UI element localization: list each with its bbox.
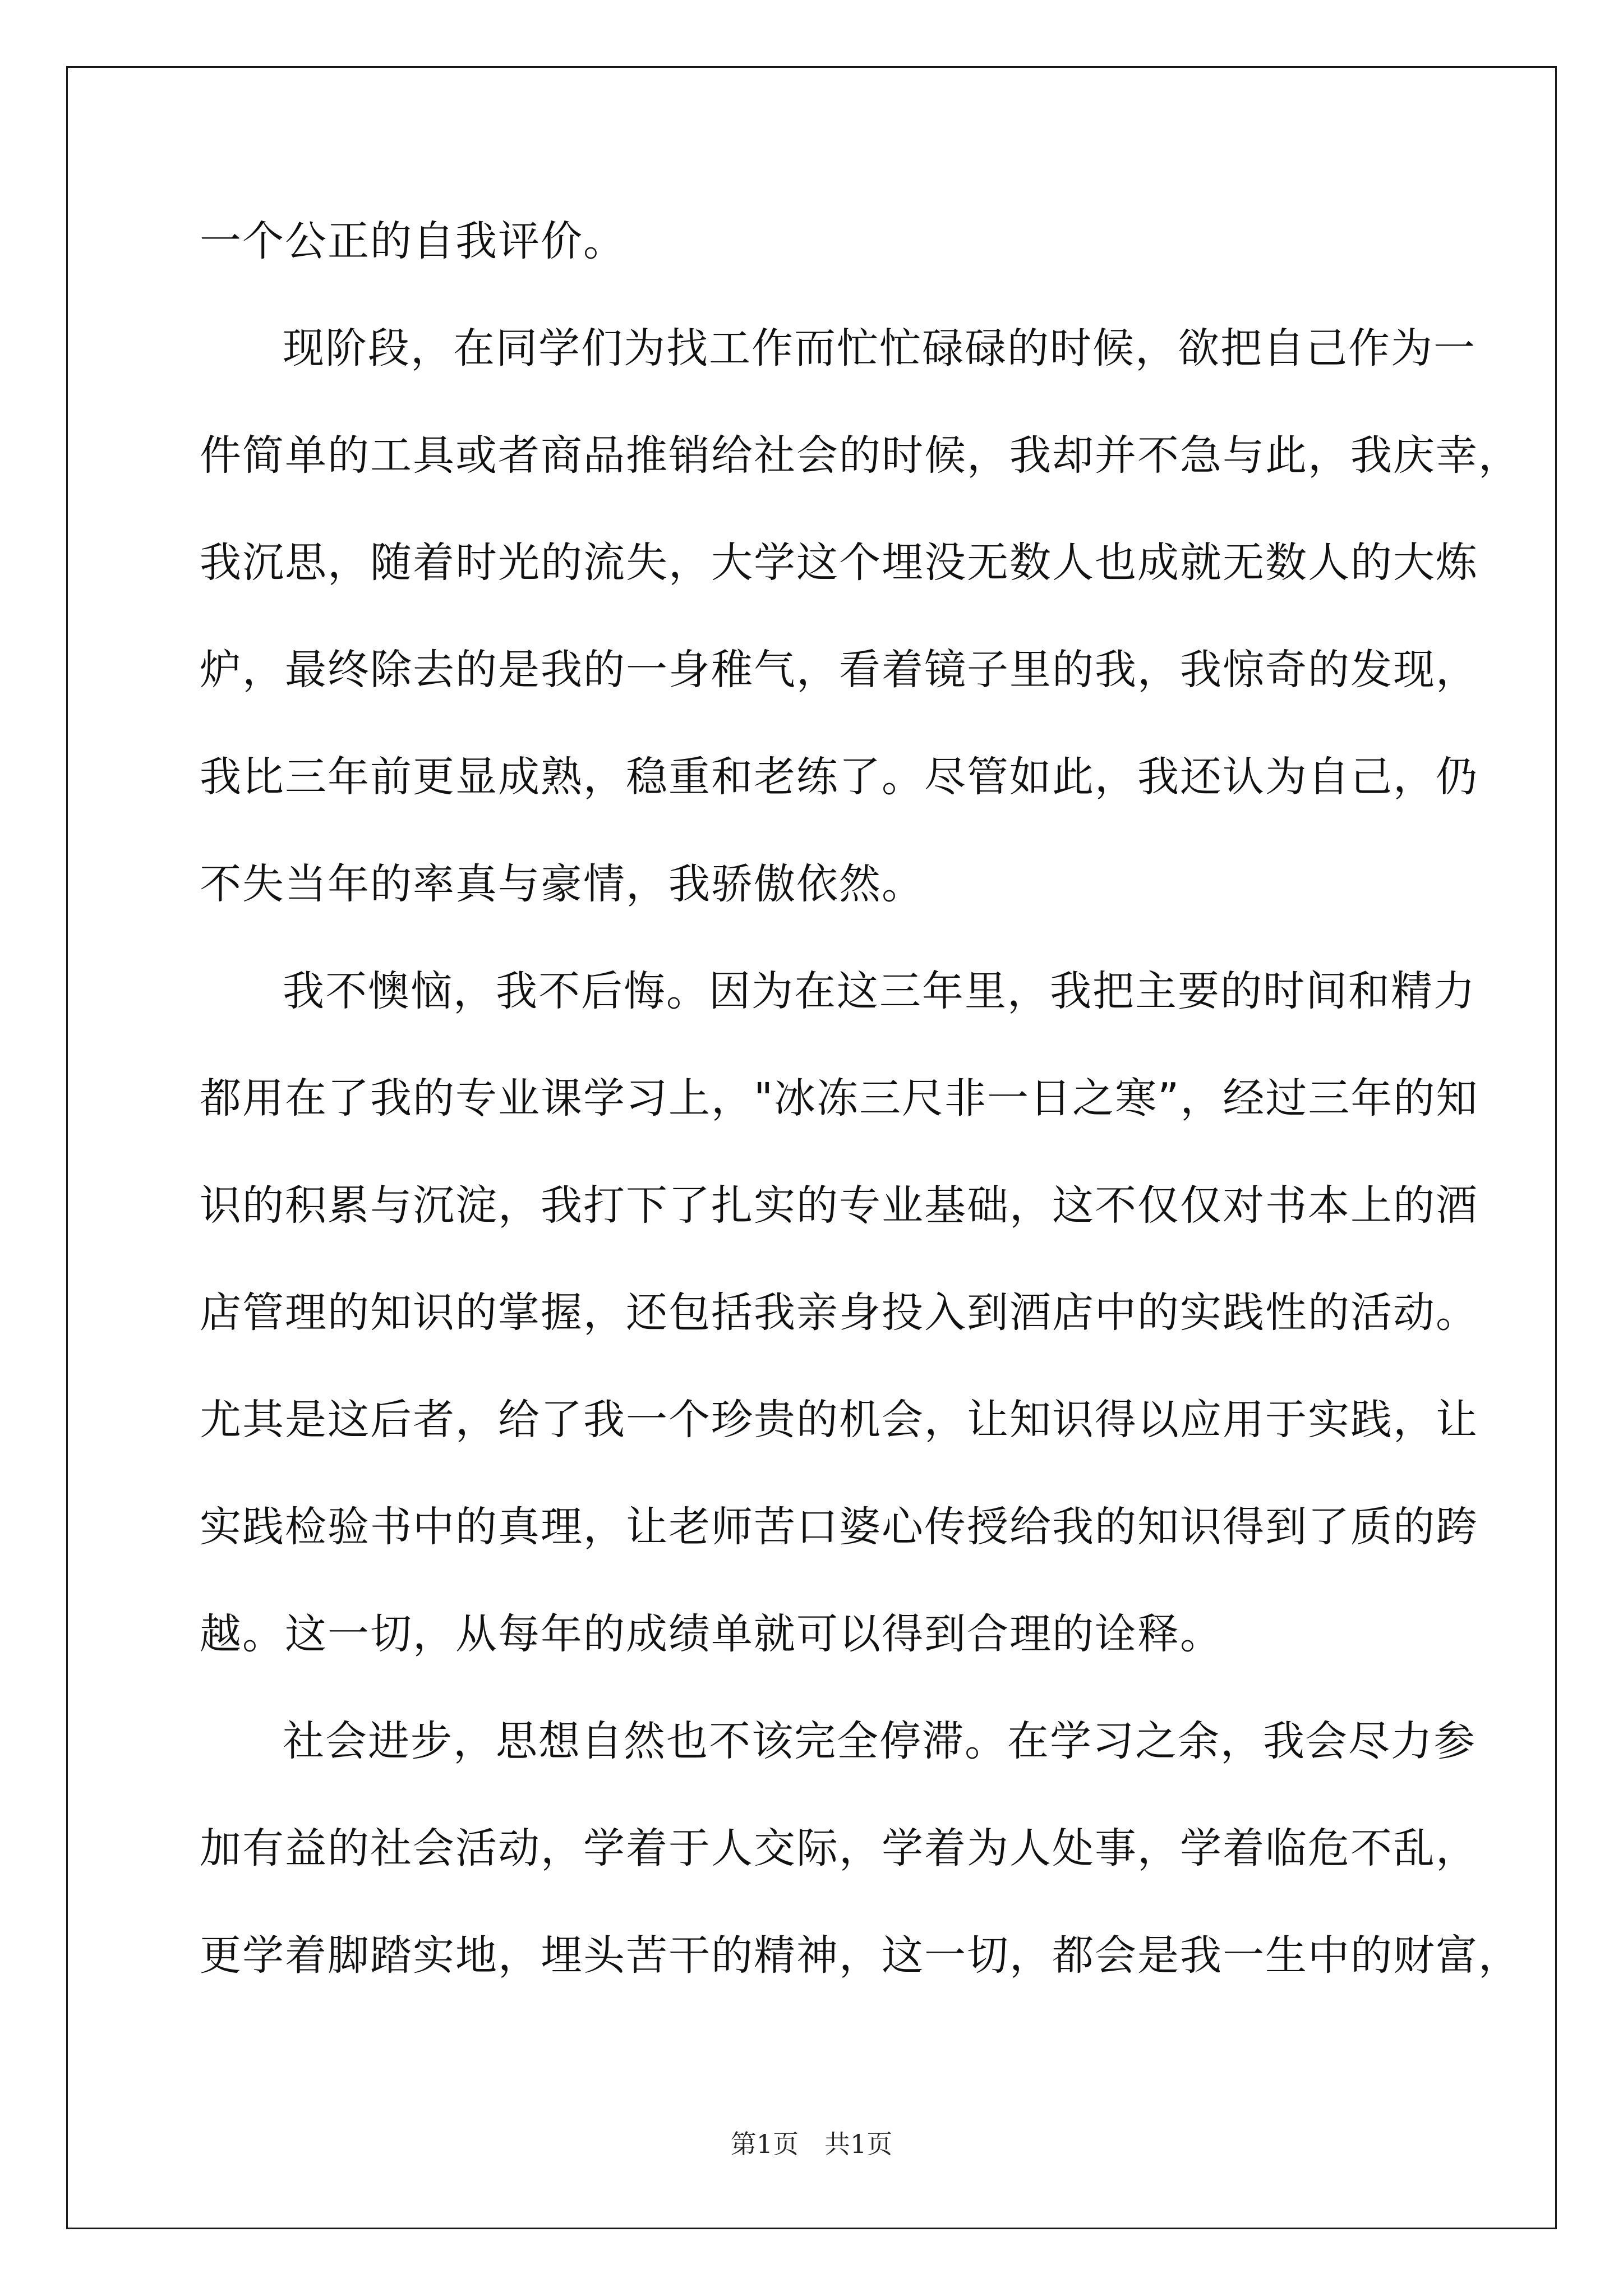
text-line: 我沉思，随着时光的流失，大学这个埋没无数人也成就无数人的大炼: [200, 539, 1478, 587]
text-line: 一个公正的自我评价。: [200, 217, 626, 265]
text-line: 不失当年的率真与豪情，我骄傲依然。: [200, 860, 924, 908]
text-line: 件简单的工具或者商品推销给社会的时候，我却并不急与此，我庆幸，: [200, 431, 1521, 480]
text-line: 炉，最终除去的是我的一身稚气，看着镜子里的我，我惊奇的发现，: [200, 646, 1478, 694]
text-line: 加有益的社会活动，学着于人交际，学着为人处事，学着临危不乱，: [200, 1824, 1478, 1872]
text-line: 尤其是这后者，给了我一个珍贵的机会，让知识得以应用于实践，让: [200, 1396, 1478, 1444]
text-line: 店管理的知识的掌握，还包括我亲身投入到酒店中的实践性的活动。: [200, 1289, 1478, 1337]
page-number-footer: 第1页 共1页: [730, 2129, 893, 2159]
text-line: 现阶段，在同学们为找工作而忙忙碌碌的时候，欲把自己作为一: [283, 324, 1476, 372]
text-line: 我不懊恼，我不后悔。因为在这三年里，我把主要的时间和精力: [283, 967, 1476, 1015]
document-body: [200, 188, 1521, 2009]
text-line: 更学着脚踏实地，埋头苦干的精神，这一切，都会是我一生中的财富，: [200, 1931, 1521, 1980]
text-line: 我比三年前更显成熟，稳重和老练了。尽管如此，我还认为自己，仍: [200, 753, 1478, 801]
text-line: 都用在了我的专业课学习上，"冰冻三尺非一日之寒”，经过三年的知: [200, 1074, 1479, 1122]
text-line: 社会进步，思想自然也不该完全停滞。在学习之余，我会尽力参: [283, 1717, 1476, 1765]
text-line: 实践检验书中的真理，让老师苦口婆心传授给我的知识得到了质的跨: [200, 1503, 1478, 1551]
text-line: 越。这一切，从每年的成绩单就可以得到合理的诠释。: [200, 1610, 1223, 1658]
text-line: 识的积累与沉淀，我打下了扎实的专业基础，这不仅仅对书本上的酒: [200, 1181, 1478, 1230]
